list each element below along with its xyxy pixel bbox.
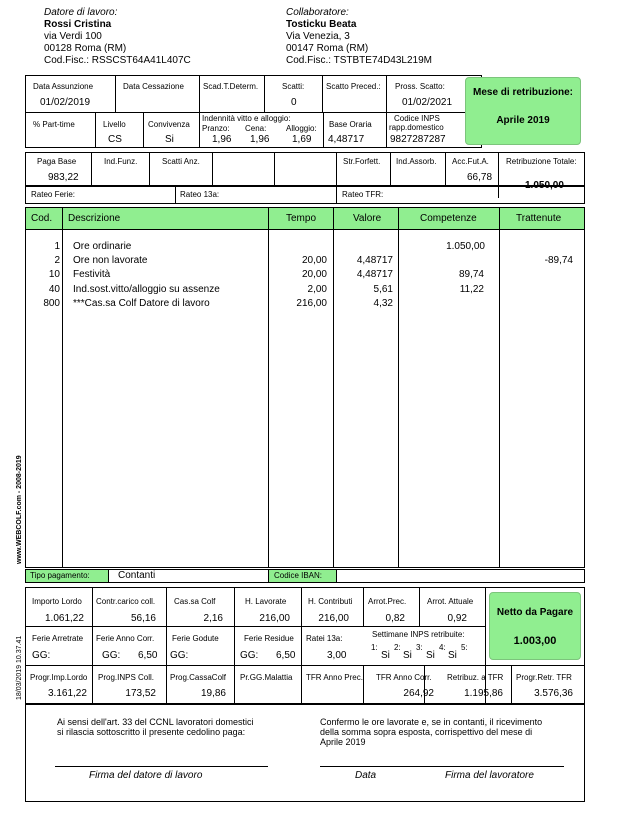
ind-assorb-label: Ind.Assorb. xyxy=(396,157,437,166)
ratei13-value: 3,00 xyxy=(327,650,347,661)
inps-label-1: Codice INPS xyxy=(394,114,440,123)
acc-fut-value: 66,78 xyxy=(467,172,493,183)
ferie-arr-label: Ferie Arretrate xyxy=(32,634,84,643)
parttime-label: % Part-time xyxy=(33,120,75,129)
livello-value: CS xyxy=(108,134,122,145)
worker-title: Collaboratore: xyxy=(286,7,349,18)
firma-datore-line xyxy=(55,766,268,767)
scatti-value: 0 xyxy=(291,97,297,108)
row-2-tempo: 20,00 xyxy=(301,255,327,266)
tfr-prec-label: TFR Anno Prec. xyxy=(306,673,363,682)
mese-retribuzione-box xyxy=(465,77,581,145)
worker-cf: Cod.Fisc.: TSTBTE74D43L219M xyxy=(286,55,432,66)
footer-left-text xyxy=(57,717,253,737)
tfr-corr-label: TFR Anno Corr. xyxy=(376,673,432,682)
firma-lavoratore-line xyxy=(320,766,564,767)
inps-value: 9827287287 xyxy=(390,134,446,145)
indennita-label: Indennità vitto e alloggio: xyxy=(202,114,291,123)
progr-retr-value: 3.576,36 xyxy=(534,688,573,699)
pr-gg-label: Pr.GG.Malattia xyxy=(240,673,293,682)
col-descrizione: Descrizione xyxy=(68,213,121,224)
ferie-res-label: Ferie Residue xyxy=(244,634,294,643)
row-2-valore: 4,48717 xyxy=(356,255,393,266)
rateo-ferie-label: Rateo Ferie: xyxy=(31,190,76,199)
cena-value: 1,96 xyxy=(250,134,270,145)
footer-left-line-2: si rilascia sottoscritto il presente cedolino paga: xyxy=(57,727,246,737)
mese-value: Aprile 2019 xyxy=(496,115,550,126)
convivenza-label: Convivenza xyxy=(148,120,190,129)
week-3-label: 3: xyxy=(416,643,423,652)
row-3-cod: 10 xyxy=(48,269,60,280)
worker-name: Tosticku Beata xyxy=(286,19,357,30)
prog-inps-label: Prog.INPS Coll. xyxy=(98,673,155,682)
alloggio-value: 1,69 xyxy=(292,134,312,145)
cena-label: Cena: xyxy=(245,124,267,133)
row-2-cod: 2 xyxy=(54,255,60,266)
employer-name: Rossi Cristina xyxy=(44,19,112,30)
ferie-anno-gg: GG: xyxy=(102,650,121,661)
row-5-cod: 800 xyxy=(43,298,60,309)
prog-cassa-value: 19,86 xyxy=(200,688,226,699)
scad-label: Scad.T.Determ. xyxy=(203,82,259,91)
footer-right-line-3: Aprile 2019 xyxy=(320,737,366,747)
employer-block xyxy=(44,7,191,67)
side-date-text: 18/03/2019 10.37.41 xyxy=(16,635,23,700)
data-label: Data xyxy=(355,770,377,781)
arrot-att-label: Arrot. Attuale xyxy=(427,597,474,606)
retrib-tfr-value: 1.195,86 xyxy=(464,688,503,699)
acc-fut-label: Acc.Fut.A. xyxy=(452,157,489,166)
employer-city: 00128 Roma (RM) xyxy=(44,43,127,54)
arrot-prec-label: Arrot.Prec. xyxy=(368,597,407,606)
footer-right-line-1: Confermo le ore lavorate e, se in contanti, il ricevimento xyxy=(320,717,543,727)
worker-address: Via Venezia, 3 xyxy=(286,31,350,42)
prog-imp-value: 3.161,22 xyxy=(48,688,87,699)
arrot-att-value: 0,92 xyxy=(447,613,467,624)
assunzione-value: 01/02/2019 xyxy=(40,97,91,108)
ferie-god-label: Ferie Godute xyxy=(172,634,219,643)
row-4-competenze: 11,22 xyxy=(459,284,484,295)
worker-block xyxy=(286,7,432,67)
cessazione-label: Data Cessazione xyxy=(123,82,184,91)
pagamento-label: Tipo pagamento: xyxy=(30,571,90,580)
row-4-tempo: 2,00 xyxy=(307,284,327,295)
ind-funz-label: Ind.Funz. xyxy=(104,157,138,166)
row-3-descr: Festività xyxy=(73,269,111,280)
progr-retr-label: Progr.Retr. TFR xyxy=(516,673,572,682)
row-4-cod: 40 xyxy=(48,284,60,295)
week-3-value: Si xyxy=(426,650,435,661)
week-1-label: 1: xyxy=(371,643,378,652)
cassa-value: 2,16 xyxy=(203,613,223,624)
row-1-competenze: 1.050,00 xyxy=(446,241,485,252)
worker-city: 00147 Roma (RM) xyxy=(286,43,369,54)
iban-label: Codice IBAN: xyxy=(274,571,323,580)
h-contr-label: H. Contributi xyxy=(308,597,353,606)
rateo-13-label: Rateo 13a: xyxy=(180,190,220,199)
livello-label: Livello xyxy=(103,120,126,129)
ratei-row xyxy=(25,186,585,204)
firma-datore-label: Firma del datore di lavoro xyxy=(89,770,203,781)
rateo-tfr-label: Rateo TFR: xyxy=(342,190,384,199)
mese-label: Mese di retribuzione: xyxy=(472,87,573,98)
firma-lavoratore-label: Firma del lavoratore xyxy=(445,770,534,781)
pross-scatto-value: 01/02/2021 xyxy=(402,97,453,108)
arrot-prec-value: 0,82 xyxy=(385,613,405,624)
convivenza-value: Si xyxy=(165,134,174,145)
paga-base-value: 983,22 xyxy=(48,172,79,183)
row-2-trattenute: -89,74 xyxy=(544,255,573,266)
week-4-label: 4: xyxy=(439,643,446,652)
row-1-descr: Ore ordinarie xyxy=(73,241,132,252)
base-oraria-label: Base Oraria xyxy=(329,120,372,129)
contr-value: 56,16 xyxy=(130,613,156,624)
retr-tot-label: Retribuzione Totale: xyxy=(506,157,577,166)
ferie-anno-value: 6,50 xyxy=(138,650,158,661)
prog-imp-label: Progr.Imp.Lordo xyxy=(30,673,88,682)
netto-box xyxy=(489,592,581,660)
employer-title: Datore di lavoro: xyxy=(44,7,118,18)
ferie-god-gg: GG: xyxy=(170,650,189,661)
scatto-prec-label: Scatto Preced.: xyxy=(326,82,381,91)
h-lav-value: 216,00 xyxy=(259,613,290,624)
side-website-text: www.WEBCOLF.com - 2008-2019 xyxy=(16,455,23,564)
footer-left-line-1: Ai sensi dell'art. 33 del CCNL lavoratori domestici xyxy=(57,717,254,727)
row-4-valore: 5,61 xyxy=(373,284,393,295)
week-2-value: Si xyxy=(403,650,412,661)
pagamento-value: Contanti xyxy=(118,570,156,581)
employer-address: via Verdi 100 xyxy=(44,31,102,42)
pranzo-label: Pranzo: xyxy=(202,124,230,133)
ferie-res-value: 6,50 xyxy=(276,650,296,661)
assunzione-label: Data Assunzione xyxy=(33,82,94,91)
imp-lordo-value: 1.061,22 xyxy=(45,613,84,624)
week-4-value: Si xyxy=(448,650,457,661)
row-5-valore: 4,32 xyxy=(373,298,393,309)
alloggio-label: Alloggio: xyxy=(286,124,317,133)
employer-cf: Cod.Fisc.: RSSCST64A41L407C xyxy=(44,55,191,66)
scatti-anz-label: Scatti Anz. xyxy=(162,157,200,166)
netto-label: Netto da Pagare xyxy=(496,607,574,618)
ferie-res-gg: GG: xyxy=(240,650,259,661)
ferie-arr-gg: GG: xyxy=(32,650,51,661)
pross-scatto-label: Pross. Scatto: xyxy=(395,82,445,91)
str-forfett-label: Str.Forfett. xyxy=(343,157,381,166)
ferie-anno-label: Ferie Anno Corr. xyxy=(96,634,155,643)
retr-tot-value: 1.050,00 xyxy=(525,180,564,191)
footer-right-line-2: della somma sopra esposta, corrispettivo del mese di xyxy=(320,727,533,737)
row-3-tempo: 20,00 xyxy=(301,269,327,280)
ratei13-label: Ratei 13a: xyxy=(306,634,343,643)
h-lav-label: H. Lavorate xyxy=(245,597,287,606)
h-contr-value: 216,00 xyxy=(318,613,349,624)
week-1-value: Si xyxy=(381,650,390,661)
settimane-label: Settimane INPS retribuite: xyxy=(372,630,465,639)
netto-value: 1.003,00 xyxy=(513,635,557,647)
week-2-label: 2: xyxy=(394,643,401,652)
col-trattenute: Trattenute xyxy=(516,213,562,224)
row-5-descr: ***Cas.sa Colf Datore di lavoro xyxy=(73,298,210,309)
row-3-competenze: 89,74 xyxy=(458,269,484,280)
footer-right-text xyxy=(320,717,542,747)
prog-inps-value: 173,52 xyxy=(125,688,156,699)
paga-base-label: Paga Base xyxy=(37,157,77,166)
prog-cassa-label: Prog.CassaColf xyxy=(170,673,227,682)
row-2-descr: Ore non lavorate xyxy=(73,255,148,266)
inps-label-2: rapp.domestico xyxy=(389,123,444,132)
row-1-cod: 1 xyxy=(54,241,60,252)
cassa-label: Cas.sa Colf xyxy=(174,597,216,606)
imp-lordo-label: Importo Lordo xyxy=(32,597,82,606)
row-3-valore: 4,48717 xyxy=(356,269,393,280)
col-competenze: Competenze xyxy=(420,213,477,224)
base-oraria-value: 4,48717 xyxy=(328,134,365,145)
row-4-descr: Ind.sost.vitto/alloggio su assenze xyxy=(73,284,220,295)
col-valore: Valore xyxy=(353,213,382,224)
pranzo-value: 1,96 xyxy=(212,134,232,145)
contr-label: Contr.carico coll. xyxy=(96,597,156,606)
scatti-label: Scatti: xyxy=(282,82,305,91)
tfr-corr-value: 264,92 xyxy=(403,688,434,699)
week-5-label: 5: xyxy=(461,643,468,652)
retrib-tfr-label: Retribuz. a TFR xyxy=(447,673,504,682)
row-5-tempo: 216,00 xyxy=(296,298,327,309)
col-tempo: Tempo xyxy=(286,213,317,224)
col-cod: Cod. xyxy=(31,213,53,224)
